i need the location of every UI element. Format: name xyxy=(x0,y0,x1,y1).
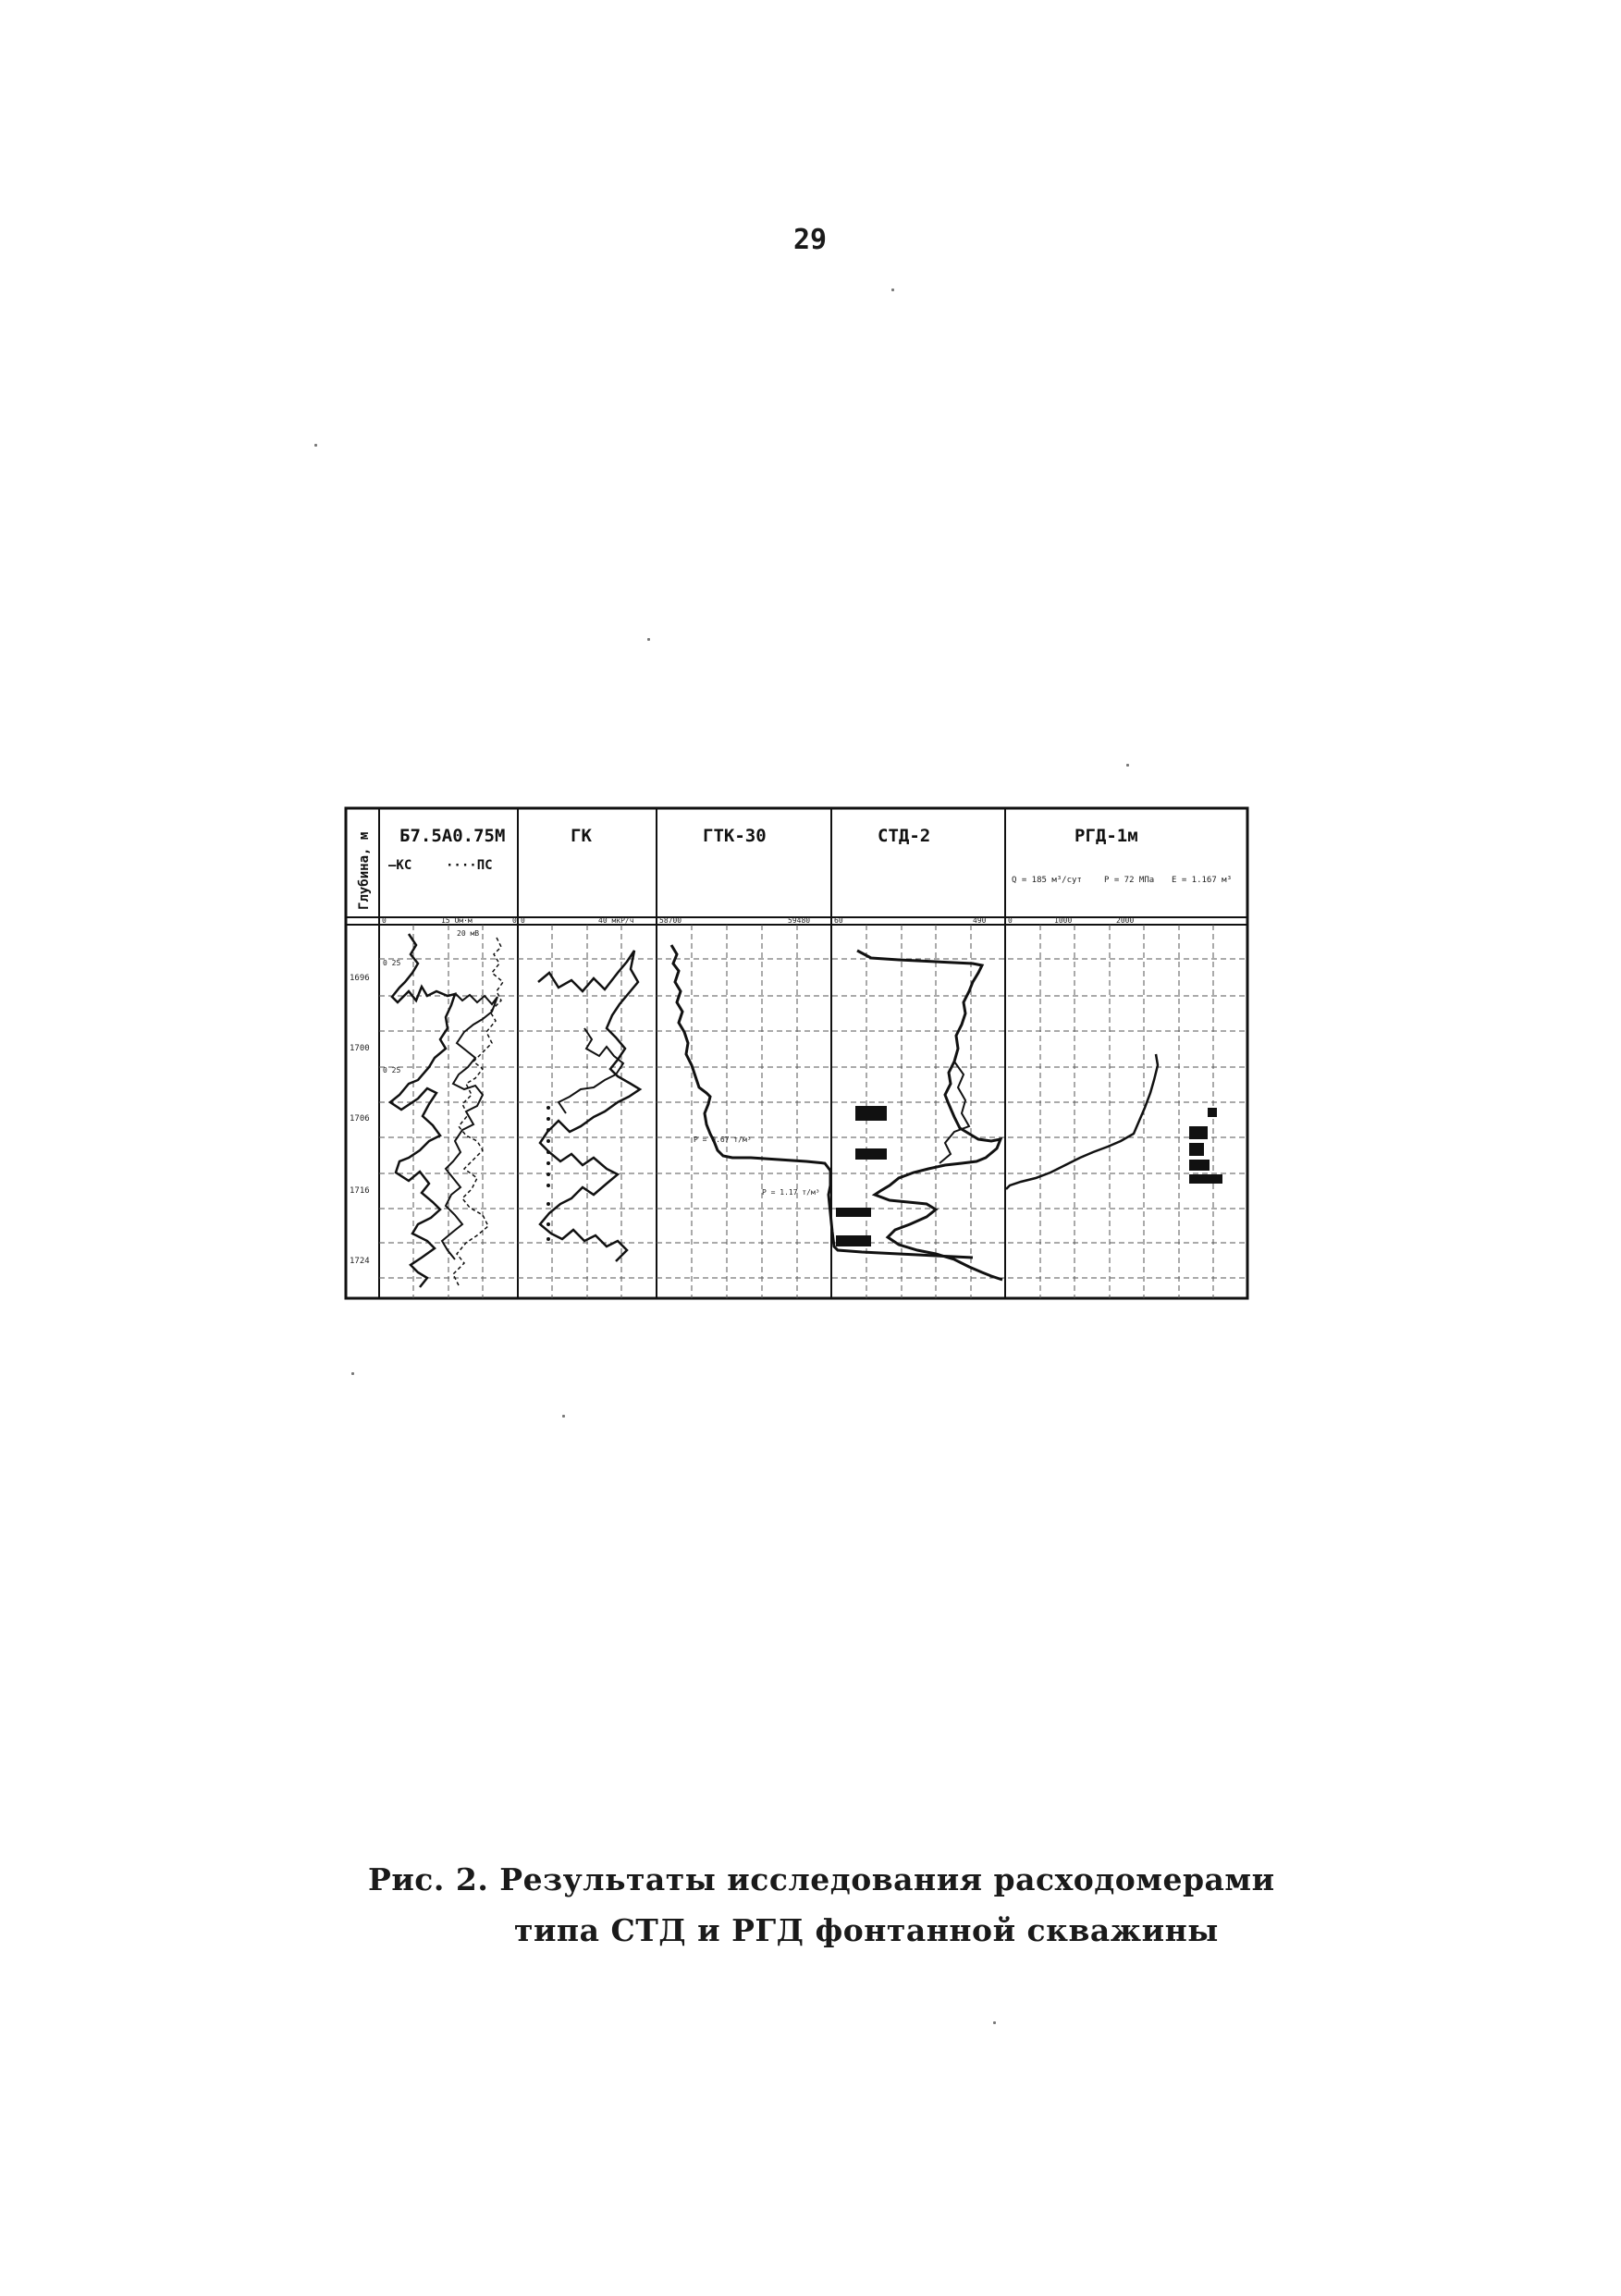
depth-tick-1700: 1700 xyxy=(350,1044,370,1053)
column-title-gk: ГК xyxy=(571,826,592,846)
std2-detail-curve xyxy=(939,1062,969,1163)
rgd1m-curve xyxy=(1006,1054,1158,1189)
scale-std-a: 60 xyxy=(834,916,843,925)
scan-speck xyxy=(647,638,650,641)
scale-res-0b: 0 xyxy=(512,916,517,925)
column-title-gtk30: ГТК-30 xyxy=(703,826,767,846)
scan-speck xyxy=(1126,764,1129,767)
scan-speck xyxy=(993,2021,996,2024)
legend-ps: ····ПС xyxy=(446,858,493,873)
scale-rgd-1000: 1000 xyxy=(1054,916,1073,925)
scan-speck xyxy=(562,1415,565,1418)
scale-rgd-2000: 2000 xyxy=(1116,916,1135,925)
gtk30-curve xyxy=(671,945,973,1258)
ps-scale-label: 20 мВ xyxy=(457,929,480,938)
scale-std-b: 490 xyxy=(973,916,987,925)
rgd-param-p: Р = 72 МПа xyxy=(1104,876,1155,885)
gtk-density-2: P = 1.17 т/м³ xyxy=(762,1188,820,1197)
scale-gk-40: 40 мкР/ч xyxy=(598,916,634,925)
rgd-param-q: Q = 185 м³/сут xyxy=(1012,876,1082,885)
depth-tick-1706: 1706 xyxy=(350,1114,370,1123)
gk-markers xyxy=(546,1106,550,1241)
page-number: 29 xyxy=(793,224,828,256)
std2-inflow-intervals xyxy=(836,1106,887,1246)
scale-res-0: 0 xyxy=(382,916,387,925)
scale-res-15: 15 Ом·м xyxy=(441,916,473,925)
scale-gk-0: 0 xyxy=(521,916,525,925)
rgd1m-blocks xyxy=(1189,1108,1222,1184)
scan-speck xyxy=(351,1372,354,1375)
scale-gtk-a: 58700 xyxy=(659,916,682,925)
ps-curve xyxy=(453,938,503,1285)
depth-grid xyxy=(379,959,1247,1278)
value-grid xyxy=(413,925,1213,1298)
well-log-figure xyxy=(344,806,1250,1302)
column-title-std2: СТД-2 xyxy=(878,826,931,846)
gk-curve xyxy=(538,951,640,1261)
depth-column-header: Глубина, м xyxy=(357,831,372,910)
scale-gtk-b: 59480 xyxy=(788,916,811,925)
rgd-param-e: Е = 1.167 м³ xyxy=(1172,876,1233,885)
column-title-rgd1m: РГД-1м xyxy=(1075,826,1138,846)
legend-ks: —КС xyxy=(388,858,412,873)
ks-curve xyxy=(390,934,455,1287)
caption-line-1: Рис. 2. Результаты исследования расходомерами xyxy=(368,1861,1275,1897)
scan-speck xyxy=(314,444,317,447)
depth-tick-1724: 1724 xyxy=(350,1257,370,1266)
column-title-resistivity: Б7.5А0.75М xyxy=(399,826,506,846)
depth-tick-1696: 1696 xyxy=(350,974,370,983)
caption-line-2: типа СТД и РГД фонтанной скважины xyxy=(514,1912,1219,1948)
well-log-svg xyxy=(344,806,1250,1302)
scale-rgd-0: 0 xyxy=(1008,916,1013,925)
scan-speck xyxy=(891,289,894,291)
depth-tick-1716: 1716 xyxy=(350,1186,370,1196)
gtk-density-1: P = 0.67 т/м³ xyxy=(694,1136,752,1144)
val-0-25-lower: 0 25 xyxy=(383,1066,401,1074)
figure-caption xyxy=(368,1854,1275,1956)
ks-detail-curve xyxy=(442,993,497,1259)
val-0-25-upper: 0 25 xyxy=(383,959,401,967)
